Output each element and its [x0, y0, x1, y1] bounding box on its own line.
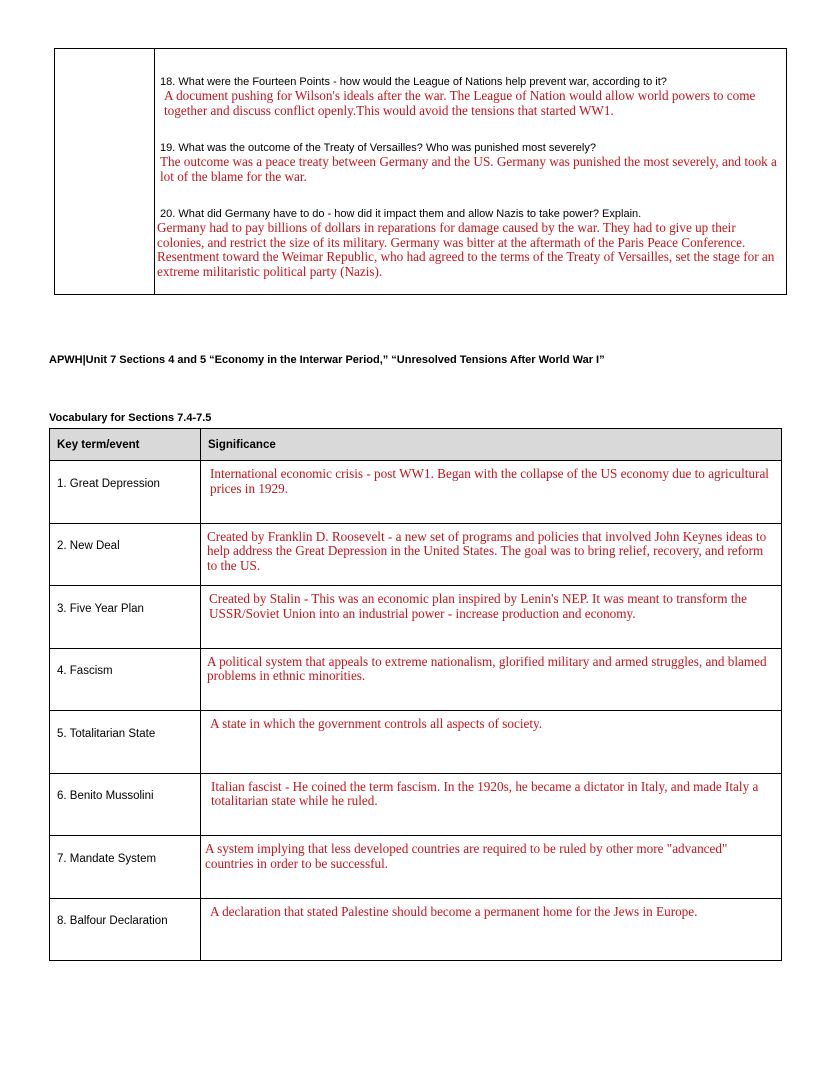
term-cell: 3. Five Year Plan [57, 602, 144, 615]
significance-cell: Italian fascist - He coined the term fascism. In the 1920s, he became a dictator in Italy, and made Italy a totalitarian state while he ruled. [211, 778, 759, 808]
term-cell: 4. Fascism [57, 665, 113, 678]
question-20 [157, 207, 780, 279]
term-cell: 5. Totalitarian State [57, 727, 156, 740]
significance-cell: A political system that appeals to extreme nationalism, glorified military and armed struggles, and blamed problems in ethnic minorities. [207, 653, 767, 683]
table-header-row [50, 429, 782, 461]
table-row [50, 523, 782, 586]
table-row [50, 898, 782, 961]
significance-cell: A state in which the government controls all aspects of society. [210, 716, 543, 731]
question-text: 20. What did Germany have to do - how did it impact them and allow Nazis to take power? Explain. [160, 208, 642, 220]
question-text: 18. What were the Fourteen Points - how would the League of Nations help prevent war, according to it? [160, 76, 667, 88]
term-cell: 8. Balfour Declaration [57, 915, 168, 928]
table-row [50, 773, 782, 836]
column-header-significance: Significance [201, 429, 782, 461]
table-row [50, 586, 782, 649]
table-row [50, 836, 782, 899]
question-text: 19. What was the outcome of the Treaty of Versailles? Who was punished most severely? [160, 142, 596, 154]
question-19 [160, 141, 780, 184]
vocab-label: Vocabulary for Sections 7.4-7.5 [49, 412, 212, 424]
answer-text: The outcome was a peace treaty between Germany and the US. Germany was punished the most severely, and took a lot of the blame for the war. [160, 154, 777, 184]
table-row [50, 648, 782, 711]
significance-cell: Created by Franklin D. Roosevelt - a new set of programs and policies that involved John Keynes ideas to help address the Great Depression in the United States. The goal was to bring relief, recovery, and reform to the US. [207, 528, 767, 573]
questions-left-column [55, 49, 155, 294]
significance-cell: Created by Stalin - This was an economic plan inspired by Lenin's NEP. It was meant to transform the USSR/Soviet Union into an industrial power - increase production and economy. [209, 591, 747, 621]
unit-heading: APWH|Unit 7 Sections 4 and 5 “Economy in the Interwar Period,” “Unresolved Tensions After World War I” [49, 354, 605, 366]
term-cell: 6. Benito Mussolini [57, 790, 154, 803]
term-cell: 2. New Deal [57, 540, 120, 553]
term-cell: 1. Great Depression [57, 477, 160, 490]
table-row [50, 461, 782, 524]
significance-cell: A system implying that less developed countries are required to be ruled by other more "advanced" countries in order to be successful. [205, 841, 728, 871]
answer-text: A document pushing for Wilson's ideals after the war. The League of Nation would allow world powers to come together and discuss conflict openly.This would avoid the tensions that started WW1. [164, 88, 756, 118]
question-18 [160, 75, 780, 118]
column-header-term: Key term/event [50, 429, 201, 461]
table-row [50, 711, 782, 774]
vocab-table [49, 428, 782, 961]
questions-table [54, 48, 787, 295]
term-cell: 7. Mandate System [57, 852, 157, 865]
answer-text: Germany had to pay billions of dollars in reparations for damage caused by the war. They had to give up their colonies, and restrict the size of its military. Germany was bitter at the aftermath of the Paris Peace Conference. Resentment toward the Weimar Republic, who had agreed to the terms of the Treaty of Versailles, set the stage for an extreme militaristic political party (Nazis). [157, 220, 775, 279]
significance-cell: A declaration that stated Palestine should become a permanent home for the Jews in Europe. [210, 903, 698, 919]
significance-cell: International economic crisis - post WW1. Began with the collapse of the US economy due to agricultural prices in 1929. [210, 466, 769, 496]
